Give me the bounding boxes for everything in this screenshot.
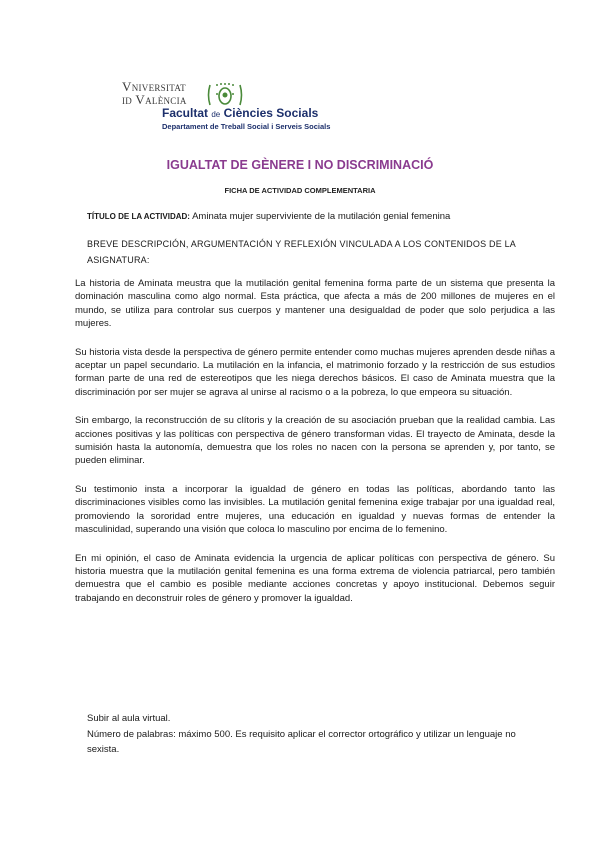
university-name bbox=[122, 80, 187, 106]
department-name: Departament de Treball Social i Serveis Socials bbox=[162, 122, 331, 131]
body-text bbox=[75, 277, 555, 620]
paragraph: Su testimonio insta a incorporar la igualdad de género en todas las políticas, abordando tanto las discriminaciones visibles como las invisibles. La mutilación genital femenina exige trabajar por una igualdad real, promoviendo la sororidad entre mujeres, una educación en igualdad y nuevas formas de entender la masculinidad, superando una visión que coloca lo masculino por encima de lo femenino. bbox=[75, 483, 555, 536]
faculty-prefix: Facultat bbox=[162, 106, 209, 120]
university-emblem-icon bbox=[207, 82, 243, 108]
paragraph: Sin embargo, la reconstrucción de su clítoris y la creación de su asociación prueban que la realidad cambia. Las acciones positivas y las políticas con perspectiva de género transforman vidas. El trayecto de Aminata, desde la sumisión hasta la autonomía, demuestra que los roles no nacen con la persona se aprenden y, por tanto, se pueden eliminar. bbox=[75, 415, 555, 467]
faculty-main: Ciències Socials bbox=[223, 106, 319, 120]
university-name-line2: id València bbox=[122, 92, 187, 107]
faculty-de: de bbox=[211, 110, 221, 119]
paragraph: La historia de Aminata meustra que la mutilación genital femenina forma parte de un sistema que presenta la dominación masculina como algo normal. Esta práctica, que afecta a más de 200 millones de mujeres en el mundo, se utiliza para controlar sus cuerpos y mantener una desigualdad de poder que solo perjudica a las mujeres. bbox=[75, 278, 555, 330]
faculty-name bbox=[162, 106, 318, 120]
word-count-requirement: Número de palabras: máximo 500. Es requisito aplicar el corrector ortográfico y utilizar un lenguaje no sexista. bbox=[87, 728, 516, 755]
brief-heading: BREVE DESCRIPCIÓN, ARGUMENTACIÓN Y REFLEXIÓN VINCULADA A LOS CONTENIDOS DE LA ASIGNATURA: bbox=[87, 239, 516, 265]
university-name-line1: Vniversitat bbox=[122, 79, 186, 94]
document-subtitle: FICHA DE ACTIVIDAD COMPLEMENTARIA bbox=[224, 186, 376, 195]
paragraph: En mi opinión, el caso de Aminata evidencia la urgencia de aplicar políticas con perspectiva de género. Su historia muestra que la mutilación genital femenina es una forma extrema de violencia patriarcal, pero también demuestra que el cambio es posible mediante acciones concretas y apoyo institucional. Debemos seguir trabajando en deconstruir roles de género y promover la igualdad. bbox=[75, 552, 555, 604]
submission-instruction: Subir al aula virtual. bbox=[87, 713, 171, 724]
activity-title-label: TÍTULO DE LA ACTIVIDAD: bbox=[87, 212, 190, 221]
paragraph: Su historia vista desde la perspectiva de género permite entender como muchas mujeres aprenden desde niñas a aceptar un papel secundario. La mutilación en la infancia, el matrimonio forzado y la restricción de sus estudios forman parte de una red de estereotipos que les niega derechos básicos. El caso de Aminata muestra que la discriminación por ser mujer se agrava al unirse al racismo o a la pobreza, lo que empeora su situación. bbox=[75, 346, 555, 398]
submission-notes bbox=[87, 711, 527, 758]
activity-title-value: Aminata mujer superviviente de la mutilación genial femenina bbox=[192, 211, 451, 222]
university-logo bbox=[122, 80, 352, 138]
activity-title bbox=[87, 211, 450, 222]
document-title: IGUALTAT DE GÈNERE I NO DISCRIMINACIÓ bbox=[166, 158, 434, 172]
